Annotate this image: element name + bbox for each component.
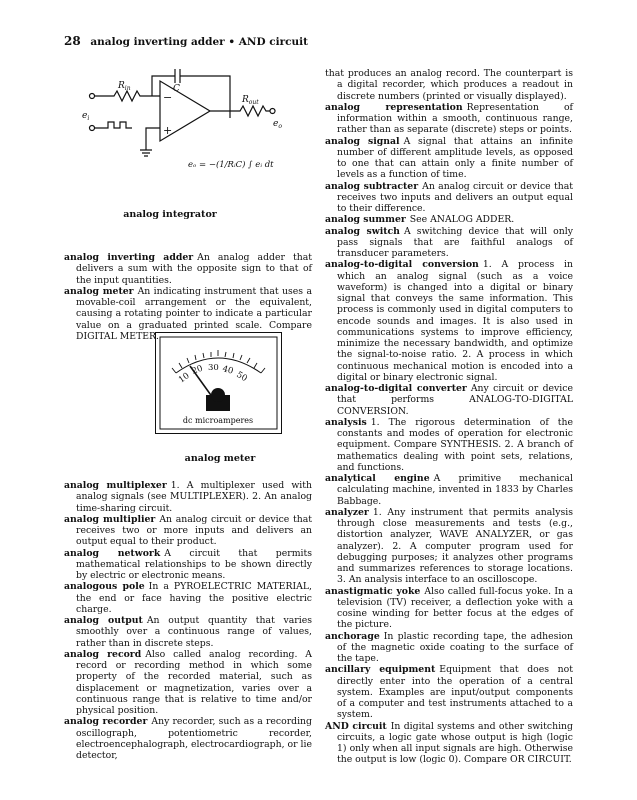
entry-definition: Equipment that does not directly enter into the operation of a central system. Examples are input/output components of a computer and test instruments attached to a system. [337,664,573,721]
left-column-bottom [64,480,312,761]
label-plus: + [163,124,173,137]
entry-term: analog subtracter [325,180,419,192]
meter-scale-50: 50 [234,369,249,385]
entry-definition: Also called full-focus yoke. In a television (TV) receiver, a deflection yoke with a cosine winding for better focus at the edges of the picture. [337,585,573,631]
dictionary-entry [325,473,573,507]
dictionary-entry [325,181,573,215]
entry-definition: A signal that attains an infinite number of different amplitude levels, as opposed to one that can attain only a finite number of levels as a function of time. [337,135,574,181]
entry-term: analog network [64,547,161,559]
entry-term: analog multiplier [64,513,156,525]
entry-term: analyzer [325,506,369,518]
entry-definition: An output quantity that varies smoothly over a continuous range of values, rather than in discrete steps. [76,615,312,649]
entry-term: analytical engine [325,473,430,484]
meter-unit-label: dc microamperes [182,416,254,425]
entry-term: AND circuit [325,720,387,732]
dictionary-entry [325,259,573,383]
dictionary-entry [325,226,573,260]
dictionary-entry [64,252,312,286]
entry-term: analysis [325,416,367,428]
dictionary-entry [64,548,312,582]
dictionary-entry [325,68,573,102]
label-ei: $e_i$ [82,111,90,122]
meter-scale-30: 30 [208,363,219,373]
entry-term: analog record [64,648,142,660]
integrator-formula: eₒ = −(1/RᵢC) ∫ eᵢ dt [188,160,274,170]
integrator-schematic [80,66,320,178]
entry-definition: A primitive mechanical calculating machine, invented in 1833 by Charles Babbage. [337,473,573,507]
dictionary-entry [325,586,573,631]
entry-term: analog-to-digital converter [325,383,467,394]
dictionary-entry [325,383,573,417]
entry-definition: An analog circuit or device that receives two inputs and delivers an output equal to their difference. [337,180,573,214]
entry-term: analog multiplexer [64,480,167,491]
dictionary-entry [64,514,312,548]
right-column [325,68,573,766]
dictionary-entry [325,507,573,586]
entry-definition: In digital systems and other switching circuits, a logic gate whose output is high (logic 1) only when all input signals are high. Otherwise the output is low (logic 0). Compare OR CIRCUIT. [337,720,573,766]
entry-term: ancillary equipment [325,664,436,676]
dictionary-entry [325,664,573,720]
entry-definition: A switching device that will only pass signals that are faithful analogs of transducer parameters. [337,225,573,259]
meter-scale-10: 10 [176,371,192,386]
entry-term: analog inverting adder [64,252,194,263]
entry-definition: 1. A multiplexer used with analog signals (see MULTIPLEXER). 2. An analog time-sharing circuit. [76,480,312,514]
entry-definition: Also called analog recording. A record or recording method in which some property of the recorded material, such as displacement or magnetization, varies over a continuous range that is relative to time and/or physical position. [76,648,312,716]
entry-term: analog recorder [64,716,148,728]
dictionary-entry [64,581,312,615]
entry-term: analog signal [325,135,400,147]
analog-meter-figure [155,332,282,434]
label-rin: $R_{in}$ [118,81,131,92]
meter-scale-40: 40 [221,364,235,377]
entry-definition: 1. Any instrument that permits analysis through close measurements and tests (e.g., distortion analyzer, WAVE ANALYZER, or gas analyzer). 2. A computer program used for debugging purposes; it analyzes other programs and summarizes references to storage locations. 3. An analysis interface to an oscilloscope. [337,506,573,586]
entry-definition: 1. The rigorous determination of the constants and modes of operation for electronic equipment. Compare SYNTHESIS. 2. A branch of mathematics dealing with point sets, relations, and functions. [337,416,573,473]
entry-definition: 1. A process in which an analog signal (such as a voice waveform) is changed into a digital or binary signal that conveys the same information. This process is commonly used in digital computers to encode sounds and images. It is also used in communications systems to improve efficiency, minimize the necessary bandwidth, and optimize the signal-to-noise ratio. 2. A process in which continuous mechanical motion is encoded into a digital or binary electronic signal. [337,259,573,383]
dictionary-entry [325,417,573,473]
entry-term: analog switch [325,225,400,237]
page-number: 28 [64,34,81,48]
label-c: C [173,84,180,94]
entry-definition: Representation of information within a smooth, continuous range, rather than as separate (discrete) steps or points. [337,101,573,136]
entry-term: analog summer [325,214,406,226]
entry-definition: Any circuit or device that performs ANALOG-TO-DIGITAL CONVERSION. [337,383,573,417]
entry-term: analogous pole [64,581,145,593]
entry-definition: that produces an analog record. The counterpart is a digital recorder, which produces a readout in discrete numbers (printed or visually displayed). [325,68,573,102]
entry-definition: Any recorder, such as a recording oscillograph, potentiometric recorder, electroencephalograph, electrocardiograph, or lie detector, [76,716,312,761]
dictionary-entry [325,136,573,181]
label-eo: $e_o$ [273,119,282,130]
entry-definition: An indicating instrument that uses a movable-coil arrangement or the equivalent, causing a rotating pointer to indicate a particular value on a graduated printed scale. Compare DIGITAL METER. [76,285,313,342]
dictionary-entry [64,615,312,649]
dictionary-entry [64,480,312,514]
entry-term: analog meter [64,285,134,297]
meter-face [156,333,281,433]
entry-term: anastigmatic yoke [325,585,421,597]
dictionary-entry [325,214,573,225]
entry-definition: An analog adder that delivers a sum with the opposite sign to that of the input quantities. [76,252,312,286]
integrator-caption: analog integrator [123,209,217,220]
entry-term: analog output [64,615,143,626]
dictionary-entry [325,721,573,766]
label-minus: − [163,91,173,104]
entry-definition: See ANALOG ADDER. [409,214,515,226]
entry-definition: A circuit that permits mathematical relationships to be shown directly by electric or electronic means. [76,547,312,581]
running-title: analog inverting adder • AND circuit [90,36,309,48]
dictionary-entry [325,102,573,136]
entry-term: analog-to-digital conversion [325,259,479,271]
entry-definition: In a PYROELECTRIC MATERIAL, the end or face having the positive electric charge. [76,581,312,615]
entry-definition: An analog circuit or device that receives two or more inputs and delivers an output equal to their product. [76,513,312,548]
dictionary-entry [64,649,312,717]
dictionary-entry [325,631,573,665]
left-column-top [64,252,312,342]
meter-scale-20: 20 [190,363,205,377]
entry-term: anchorage [325,630,380,642]
entry-definition: In plastic recording tape, the adhesion of the magnetic oxide coating to the surface of the tape. [337,630,573,664]
dictionary-entry [64,716,312,761]
meter-caption: analog meter [184,453,256,464]
page-header [64,34,308,48]
label-rout: $R_{out}$ [242,95,259,106]
entry-term: analog representation [325,101,463,113]
